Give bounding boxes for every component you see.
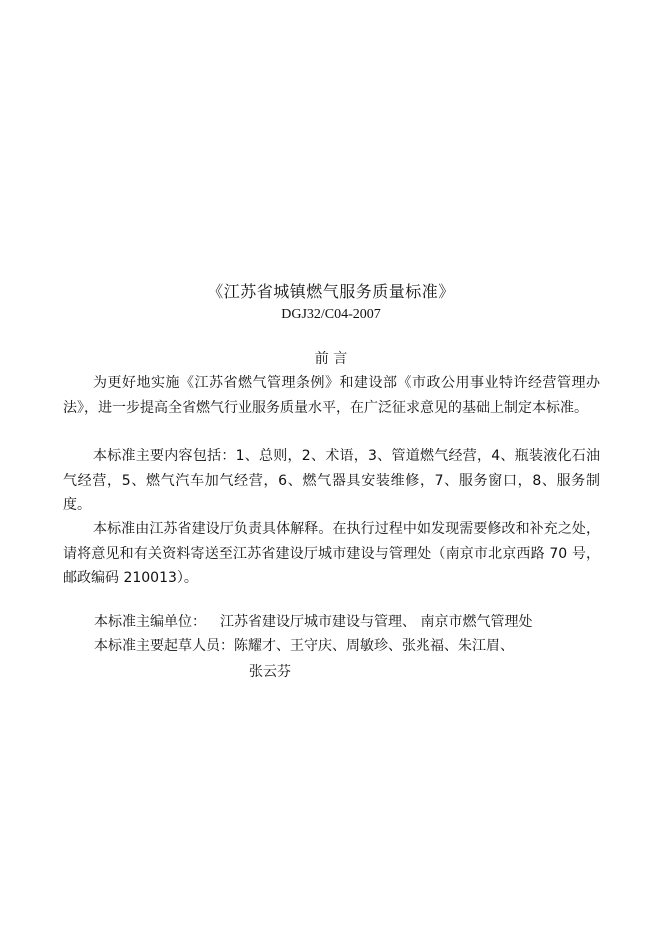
preface-paragraph-purpose: 为更好地实施《江苏省燃气管理条例》和建设部《市政公用事业特许经营管理办法》，进一步提高全省燃气行业服务质量水平，在广泛征求意见的基础上制定本标准。 [63, 375, 600, 416]
standard-code: DGJ32/C04-2007 [281, 307, 381, 322]
preface-paragraph-contents: 本标准主要内容包括：1、总则，2、术语，3、管道燃气经营，4、瓶装液化石油气经营，5、燃气汽车加气经营，6、燃气器具安装维修，7、服务窗口，8、服务制度。 [63, 448, 600, 513]
chief-editor-line [94, 612, 532, 632]
chief-editor-label: 本标准主编单位： [94, 614, 206, 630]
chief-editor-units: 江苏省建设厅城市建设与管理、 南京市燃气管理处 [220, 614, 533, 630]
preface-heading: 前 言 [314, 351, 348, 367]
preface-paragraph-interpretation: 本标准由江苏省建设厅负责具体解释。在执行过程中如发现需要修改和补充之处，请将意见和有关资料寄送至江苏省建设厅城市建设与管理处（南京市北京西路 70 号，邮政编码 210013）。 [63, 521, 600, 586]
drafters-names: 陈耀才、王守庆、周敏珍、张兆福、朱江眉、 [234, 638, 514, 654]
drafters-line [94, 636, 514, 656]
drafters-label: 本标准主要起草人员： [94, 638, 234, 654]
document-title: 《江苏省城镇燃气服务质量标准》 [207, 282, 455, 301]
drafters-continued: 张云芬 [249, 664, 291, 680]
